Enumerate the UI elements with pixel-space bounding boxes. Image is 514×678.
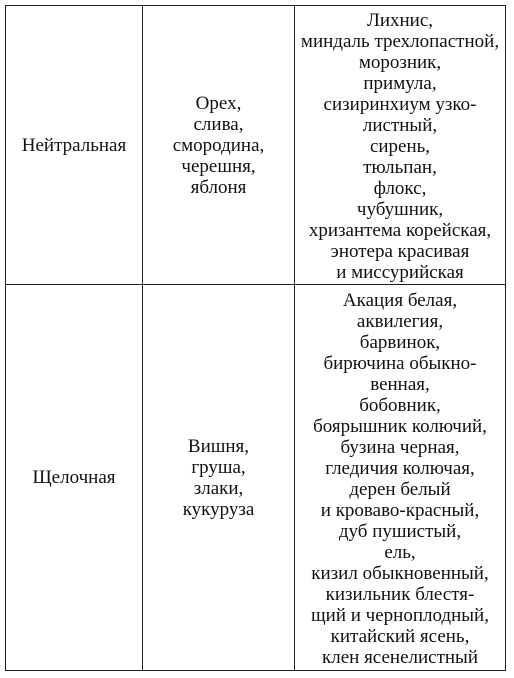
list-item: клен ясенелистный	[322, 646, 478, 668]
list-item: морозник,	[358, 51, 442, 73]
list-item: кизильник блестя-	[325, 583, 475, 605]
table-row	[6, 6, 506, 285]
list-item: груша,	[191, 456, 246, 478]
list-item: боярышник колючий,	[313, 415, 487, 437]
list-item: Лихнис,	[366, 9, 434, 31]
soil-reaction-cell	[6, 6, 143, 285]
ornamentals-cell	[295, 285, 506, 671]
list-item: миндаль трехлопастной,	[300, 30, 500, 52]
crops-cell	[143, 285, 295, 671]
list-item: примула,	[363, 72, 437, 94]
crops-cell	[143, 6, 295, 285]
list-item: аквилегия,	[356, 310, 444, 332]
ornamentals-list	[295, 8, 505, 283]
list-item: дуб пушистый,	[338, 520, 462, 542]
list-item: барвинок,	[359, 331, 441, 353]
list-item: сизиринхиум узко-	[323, 93, 477, 115]
list-item: слива,	[193, 113, 244, 135]
list-item: смородина,	[172, 134, 265, 156]
ornamentals-list	[295, 288, 505, 668]
list-item: венная,	[370, 373, 430, 395]
list-item: черешня,	[181, 155, 256, 177]
list-item: хризантема корейская,	[308, 219, 492, 241]
list-item: яблоня	[190, 176, 247, 198]
list-item: кукуруза	[182, 498, 255, 520]
list-item: ель,	[384, 541, 416, 563]
plant-soil-table	[5, 5, 506, 671]
crops-list	[143, 436, 294, 520]
list-item: щий и черноплодный,	[311, 604, 489, 626]
list-item: и кроваво-красный,	[320, 499, 480, 521]
crops-list	[143, 93, 294, 198]
list-item: тюльпан,	[363, 156, 437, 178]
soil-reaction-label: Нейтральная	[21, 134, 127, 156]
list-item: Акация белая,	[342, 289, 458, 311]
list-item: энотера красивая	[330, 240, 470, 262]
list-item: Вишня,	[187, 435, 250, 457]
list-item: дерен белый	[349, 478, 451, 500]
list-item: листный,	[362, 114, 438, 136]
list-item: Орех,	[195, 92, 242, 114]
list-item: злаки,	[193, 477, 244, 499]
list-item: флокс,	[373, 177, 427, 199]
list-item: и миссурийская	[336, 261, 464, 283]
table-row	[6, 285, 506, 671]
soil-reaction-cell	[6, 285, 143, 671]
ornamentals-cell	[295, 6, 506, 285]
list-item: чубушник,	[356, 198, 444, 220]
list-item: гледичия колючая,	[325, 457, 475, 479]
list-item: сирень,	[369, 135, 431, 157]
list-item: китайский ясень,	[330, 625, 470, 647]
list-item: кизил обыкновенный,	[311, 562, 489, 584]
soil-reaction-label: Щелочная	[32, 467, 116, 488]
list-item: бузина черная,	[340, 436, 460, 458]
list-item: бирючина обыкно-	[323, 352, 477, 374]
list-item: бобовник,	[359, 394, 441, 416]
